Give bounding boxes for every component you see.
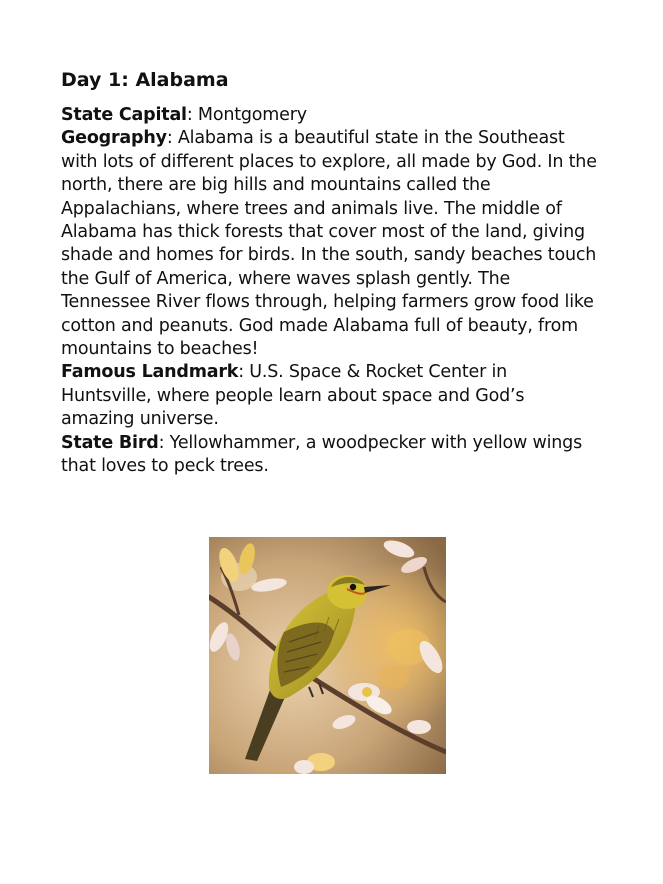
capital-text: : Montgomery [186, 105, 307, 125]
landmark-paragraph [61, 361, 601, 431]
bird-text: : Yellowhammer, a woodpecker with yellow wings that loves to peck trees. [61, 432, 583, 477]
geography-label: Geography [61, 128, 167, 149]
page-title: Day 1: Alabama [61, 69, 229, 91]
state-facts [61, 104, 601, 479]
bird-label: State Bird [61, 432, 159, 453]
landmark-text: : U.S. Space & Rocket Center in Huntsville, where people learn about space and God’s amazing universe. [61, 362, 525, 430]
bird-image [209, 537, 446, 774]
geography-paragraph [61, 127, 601, 361]
yellowhammer-illustration [209, 537, 446, 774]
capital-label: State Capital [61, 105, 187, 125]
bird-paragraph [61, 432, 601, 479]
page-content [61, 66, 601, 479]
capital-paragraph [61, 104, 601, 127]
landmark-label: Famous Landmark [61, 362, 239, 383]
bird-eye [350, 584, 356, 590]
geography-text: : Alabama is a beautiful state in the Southeast with lots of different places to explore, all made by God. In the north, there are big hills and mountains called the Appalachians, where trees and animals live. The middle of Alabama has thick forests that cover most of the land, giving shade and homes for birds. In the south, sandy beaches touch the Gulf of America, where waves splash gently. The Tennessee River flows through, helping farmers grow food like cotton and peanuts. God made Alabama full of beauty, from mountains to beaches! [61, 128, 597, 360]
